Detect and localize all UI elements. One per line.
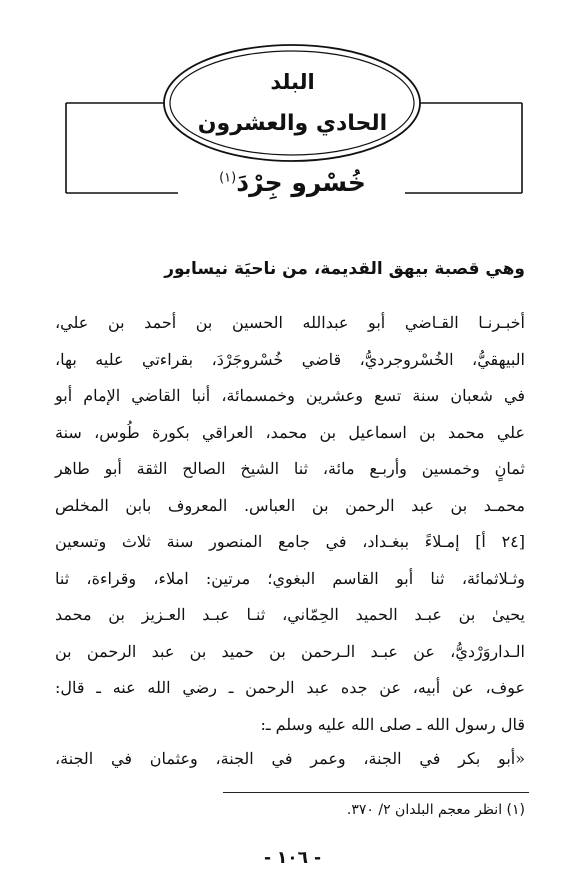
body-paragraph [55,305,525,743]
body-line: ثمانٍ وخمسين وأربـع مائة، ثنا الشيخ الصالح الثقة أبو طاهر [55,459,525,478]
subtitle-footnote-ref: (١) [219,170,237,186]
body-line: في شعبان سنة تسع وعشرين وخمسمائة، أنبا القاضي الإمام أبو [55,386,525,405]
body-line: البيهقيُّ، الخُسْروجرديُّ، قاضي خُسْروجَرْدَ، بقراءتي عليه بها، [55,349,525,369]
body-line: قال رسول الله ـ صلى الله عليه وسلم ـ: [260,714,525,734]
body-line: أخبـرنـا القـاضي أبو عبدالله الحسين بن أحمد بن علي، [55,313,525,332]
chapter-subtitle [200,168,385,197]
subtitle-text: خُسْرو جِرْدَ [236,168,366,197]
section-heading: وهي قصبة بيهق القديمة، من ناحيَة نيسابور [164,259,525,279]
hadith-quote: «أبو بكر في الجنة، وعمر في الجنة، وعثمان في الجنة، [55,749,526,768]
footnote: (١) انظر معجم البلدان ٢/ ٣٧٠. [346,802,525,818]
body-line: وثـلاثمائة، ثنا أبو القاسم البغوي؛ مرتين: املاء، وقراءة، ثنا [55,568,525,588]
body-line: عوف، عن أبيه، عن جده عبد الرحمن ـ رضي الله عنه ـ قال: [55,678,525,697]
body-line: محمـد بن عبد الرحمن بن العباس. المعروف بابن المخلص [55,495,525,515]
title-line-1: البلد [270,70,315,94]
body-line: يحيىٰ بن عبـد الحميد الحِمّاني، ثنـا عبـد العـزيز بن محمد [55,605,525,624]
body-line: الـداروَرْديُّ، عن عبـد الـرحمن بن حميد بن عبد الرحمن بن [55,641,525,661]
page-number: - ١٠٦ - [263,848,322,868]
footnote-divider [223,792,529,793]
body-line: علي محمد بن اسماعيل بن محمد، العراقي بكورة طُوس، سنة [55,422,525,442]
title-oval-outer [164,45,420,161]
body-line: [٢٤ أ] إمـلاءً ببغـداد، في جامع المنصور سنة ثلاث وتسعين [55,532,525,551]
title-line-2: الحادي والعشرون [197,111,388,136]
